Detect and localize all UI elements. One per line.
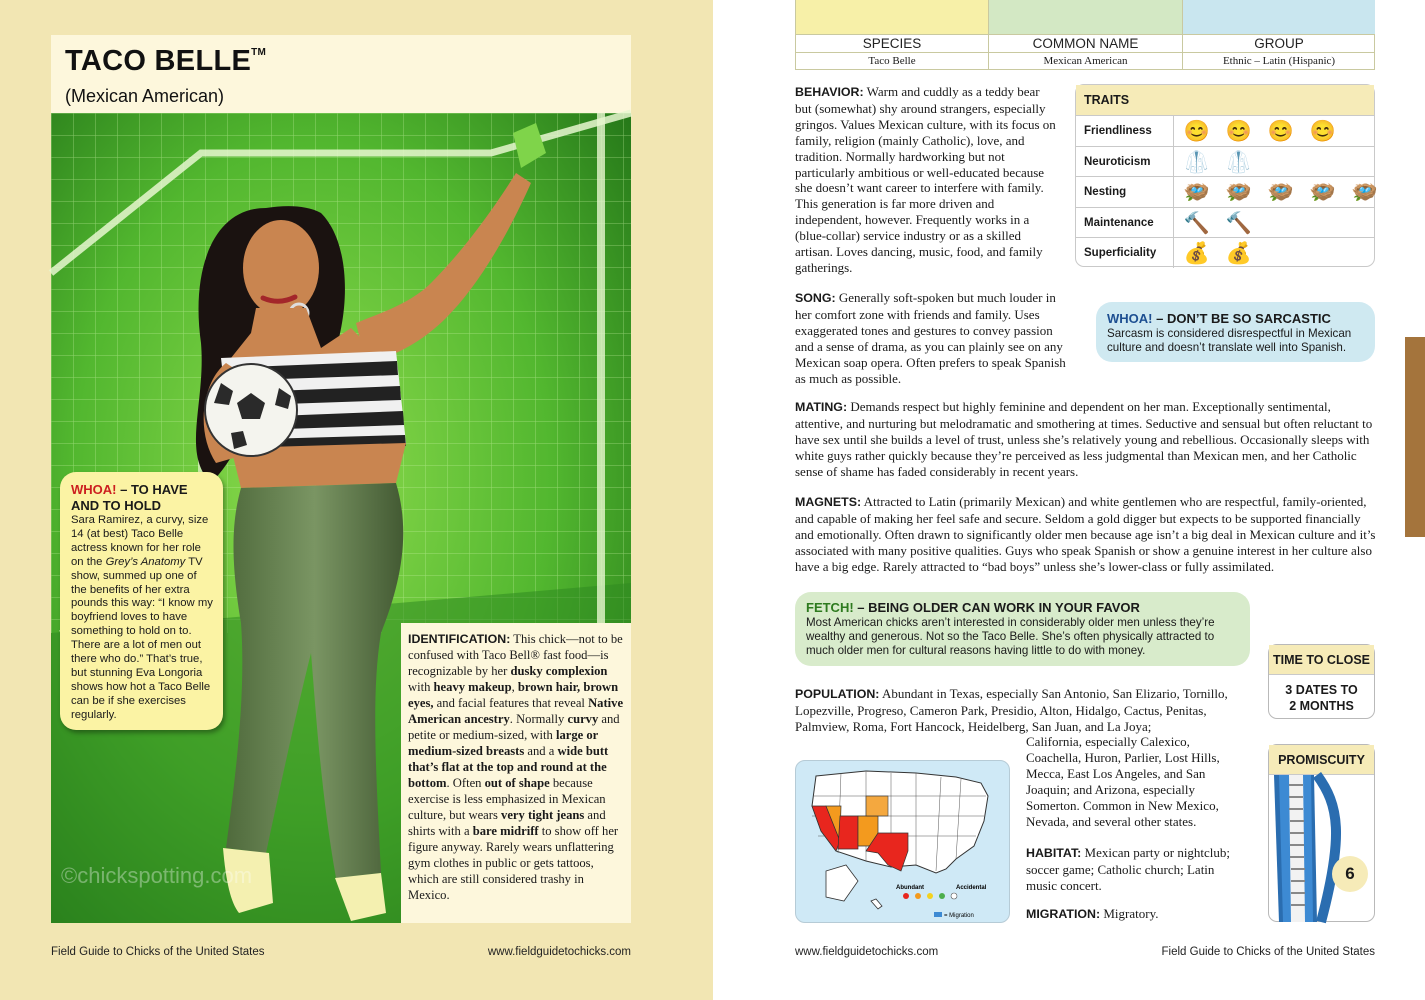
identification-label: IDENTIFICATION:: [408, 632, 511, 646]
promiscuity-title: PROMISCUITY: [1269, 745, 1374, 775]
time-to-close-box: [1268, 644, 1375, 719]
trait-row: [1076, 115, 1374, 146]
straitjacket-icon: 🥼: [1183, 149, 1211, 174]
legend-pins: [903, 893, 957, 899]
smiley-icon: 😊: [1309, 119, 1337, 143]
page-title: TACO BELLE™: [65, 45, 267, 77]
footer-book-title: Field Guide to Chicks of the United States: [51, 946, 265, 958]
watermark: ©chickspotting.com: [61, 863, 253, 888]
section-thumb-tab[interactable]: [1405, 337, 1425, 537]
straitjacket-icon: 🥼: [1225, 149, 1253, 174]
nest-icon: 🪺: [1225, 180, 1253, 205]
legend-abundant: Abundant: [896, 885, 924, 891]
nest-icon: 🪺: [1267, 180, 1295, 205]
right-page: [713, 0, 1425, 1000]
group-value: Ethnic – Latin (Hispanic): [1183, 52, 1375, 69]
trait-row: [1076, 207, 1374, 238]
trait-name: Nesting: [1076, 177, 1174, 207]
common-name-value: Mexican American: [989, 52, 1182, 69]
trait-name: Maintenance: [1076, 208, 1174, 238]
zipper-icon: [1269, 775, 1376, 922]
population-continued: California, especially Calexico, Coachella, Huron, Parlier, Lost Hills, Mecca, East Los Angeles, and San Joaquin; and Arizona, especially Somerton. Common in New Mexico, Nevada, and several other states.: [1026, 734, 1220, 829]
common-name-color-cell: [989, 0, 1182, 34]
population-label: POPULATION:: [795, 687, 880, 701]
habitat-section: HABITAT: Mexican party or nightclub; soccer game; Catholic church; Latin music concert.: [1026, 845, 1231, 893]
right-footer: [795, 946, 1375, 958]
smiley-icon: 😊: [1225, 119, 1253, 143]
trait-row: [1076, 237, 1374, 268]
left-footer: [51, 946, 631, 958]
page-subtitle: (Mexican American): [65, 86, 225, 106]
nest-icon: 🪺: [1309, 180, 1337, 205]
time-to-close-title: TIME TO CLOSE: [1269, 645, 1374, 675]
callout-to-have-and-to-hold: [60, 472, 223, 730]
common-name-column: [989, 0, 1183, 70]
migration-label: MIGRATION:: [1026, 907, 1101, 921]
behavior-label: BEHAVIOR:: [795, 85, 864, 99]
promiscuity-score: 6: [1332, 856, 1368, 892]
legend-migration: = Migration: [944, 913, 974, 919]
trait-name: Neuroticism: [1076, 147, 1174, 177]
callout-text: Sarcasm is considered disrespectful in Mexican culture and doesn’t translate well into Spanish.: [1107, 327, 1352, 354]
promiscuity-box: [1268, 744, 1375, 922]
nest-icon: 🪺: [1351, 180, 1379, 205]
traits-title: TRAITS: [1076, 85, 1374, 115]
species-color-cell: [796, 0, 988, 34]
nest-icon: 🪺: [1183, 180, 1211, 205]
group-column: [1183, 0, 1375, 70]
magnets-label: MAGNETS:: [795, 495, 862, 509]
trait-rating: [1176, 208, 1374, 238]
song-label: SONG:: [795, 291, 836, 305]
trait-rating: [1176, 116, 1374, 146]
callout-title: WHOA! – TO HAVE AND TO HOLD: [71, 482, 188, 513]
magnets-section: MAGNETS: Attracted to Latin (primarily Mexican) and white gentlemen who are respectful, family-oriented, and capable of making her feel safe and secure. Seldom a gold digger but expects to be supported financially and emotionally. Often drawn to significantly older men because age isn’t a big deal in Mexican culture and it’s associated with many positive qualities. Guys who speak Spanish or show a genuine interest in her culture also have a big edge. Rarely attracted to “bad boys” unless she’s lower-class or fully assimilated.: [795, 494, 1376, 574]
common-name-header: COMMON NAME: [989, 34, 1182, 52]
mating-label: MATING:: [795, 400, 848, 414]
species-column: [796, 0, 989, 70]
footer-website-link[interactable]: www.fieldguidetochicks.com: [487, 946, 631, 958]
species-value: Taco Belle: [796, 52, 988, 69]
trait-row: [1076, 176, 1379, 207]
species-header: SPECIES: [796, 34, 988, 52]
trait-name: Superficiality: [1076, 238, 1174, 268]
group-header: GROUP: [1183, 34, 1375, 52]
trait-rating: [1176, 147, 1374, 177]
trait-row: [1076, 146, 1374, 177]
group-color-cell: [1183, 0, 1375, 34]
trait-name: Friendliness: [1076, 116, 1174, 146]
callout-text: Most American chicks aren’t interested in considerably older men unless they’re wealthy and generous. Not so the Taco Belle. She’s often physically attracted to much older men for cultural reasons having little to do with money.: [806, 616, 1215, 657]
callout-dont-be-so-sarcastic: [1096, 302, 1375, 362]
distribution-map: [795, 760, 1010, 923]
traits-table: [1075, 84, 1379, 267]
callout-being-older: [795, 592, 1250, 666]
song-section: SONG: Generally soft-spoken but much louder in her comfort zone with friends and family. Uses exaggerated tones and gestures to convey passion and a sense of drama, as you can plainly see on any Mexican soap opera. Often prefers to speak Spanish as much as possible.: [795, 290, 1066, 386]
callout-text: Sara Ramirez, a curvy, size 14 (at best) Taco Belle actress known for her role on the Grey’s Anatomy TV show, summed up one of the benefits of her extra pounds this way: “I know my boyfriend loves to have something to hold on to. There are a lot of men out there who do.” That’s true, but stunning Eva Longoria shows how hot a Taco Belle can be if she exercises regularly.: [71, 514, 213, 721]
time-to-close-value: 3 DATES TO 2 MONTHS: [1285, 683, 1358, 713]
footer-book-title: Field Guide to Chicks of the United States: [1161, 946, 1375, 958]
behavior-section: BEHAVIOR: Warm and cuddly as a teddy bear but (somewhat) shy around strangers, especially gringos. Values Mexican culture, with its focus on family, religion (mainly Catholic), love, and tradition. Normally hardworking but not particularly ambitious or well-educated because she doesn’t want career to interfere with family. This generation is far more driven and independent, however. Frequently works in a (blue-collar) service industry or as a skilled artisan. Loves dancing, music, food, and family gatherings.: [795, 84, 1056, 275]
population-section: POPULATION: Abundant in Texas, especially San Antonio, San Elizario, Tornillo, Lopezville, Progreso, Cameron Park, Presidio, Alton, Hidalgo, Cactus, Penitas, Palmview, Roma, Fort Hancock, Heidelberg, San Juan, and La Joya;: [795, 686, 1228, 734]
mating-section: MATING: Demands respect but highly feminine and dependent on her man. Exceptionally sentimental, attentive, and nurturing but melodramatic and smothering at times. Seductive and sensual but often reluctant to have sex until she builds a level of trust, unless she’s relatively young and rebellious. Occasionally sleeps with white guys rather quickly because they’re perceived as less judgmental than Mexican men, and her Catholic sense of shame has faded considerably in recent years.: [795, 399, 1373, 479]
callout-title: WHOA! – DON’T BE SO SARCASTIC: [1107, 311, 1331, 326]
habitat-label: HABITAT:: [1026, 846, 1082, 860]
smiley-icon: 😊: [1183, 119, 1211, 143]
migration-section: MIGRATION: Migratory.: [1026, 906, 1159, 921]
smiley-icon: 😊: [1267, 119, 1295, 143]
legend-accidental: Accidental: [956, 885, 987, 891]
identification-section: IDENTIFICATION: This chick—not to be confused with Taco Bell® fast food—is recognizable by her dusky complexion with heavy makeup, brown hair, brown eyes, and facial features that reveal Native American ancestry. Normally curvy and petite or medium-sized, with large or medium-sized breasts and a wide butt that’s flat at the top and round at the bottom. Often out of shape because exercise is less emphasized in Mexican culture, but wears very tight jeans and shirts with a bare midriff to show off her figure anyway. Rarely wears unflattering gym clothes in public or gets tattoos, which are still considered trashy in Mexico.: [401, 623, 631, 923]
hammer-icon: 🔨: [1183, 210, 1211, 235]
money-bag-icon: 💰: [1183, 241, 1211, 266]
species-table: [795, 0, 1375, 70]
trait-rating: [1176, 238, 1374, 268]
money-bag-icon: 💰: [1225, 241, 1253, 266]
callout-title: FETCH! – BEING OLDER CAN WORK IN YOUR FAVOR: [806, 600, 1140, 615]
hammer-icon: 🔨: [1225, 210, 1253, 235]
us-map: [796, 761, 1011, 924]
footer-website-link[interactable]: www.fieldguidetochicks.com: [795, 946, 939, 958]
trademark-mark: TM: [251, 47, 267, 58]
title-box: [51, 35, 631, 113]
trait-rating: [1176, 177, 1379, 207]
